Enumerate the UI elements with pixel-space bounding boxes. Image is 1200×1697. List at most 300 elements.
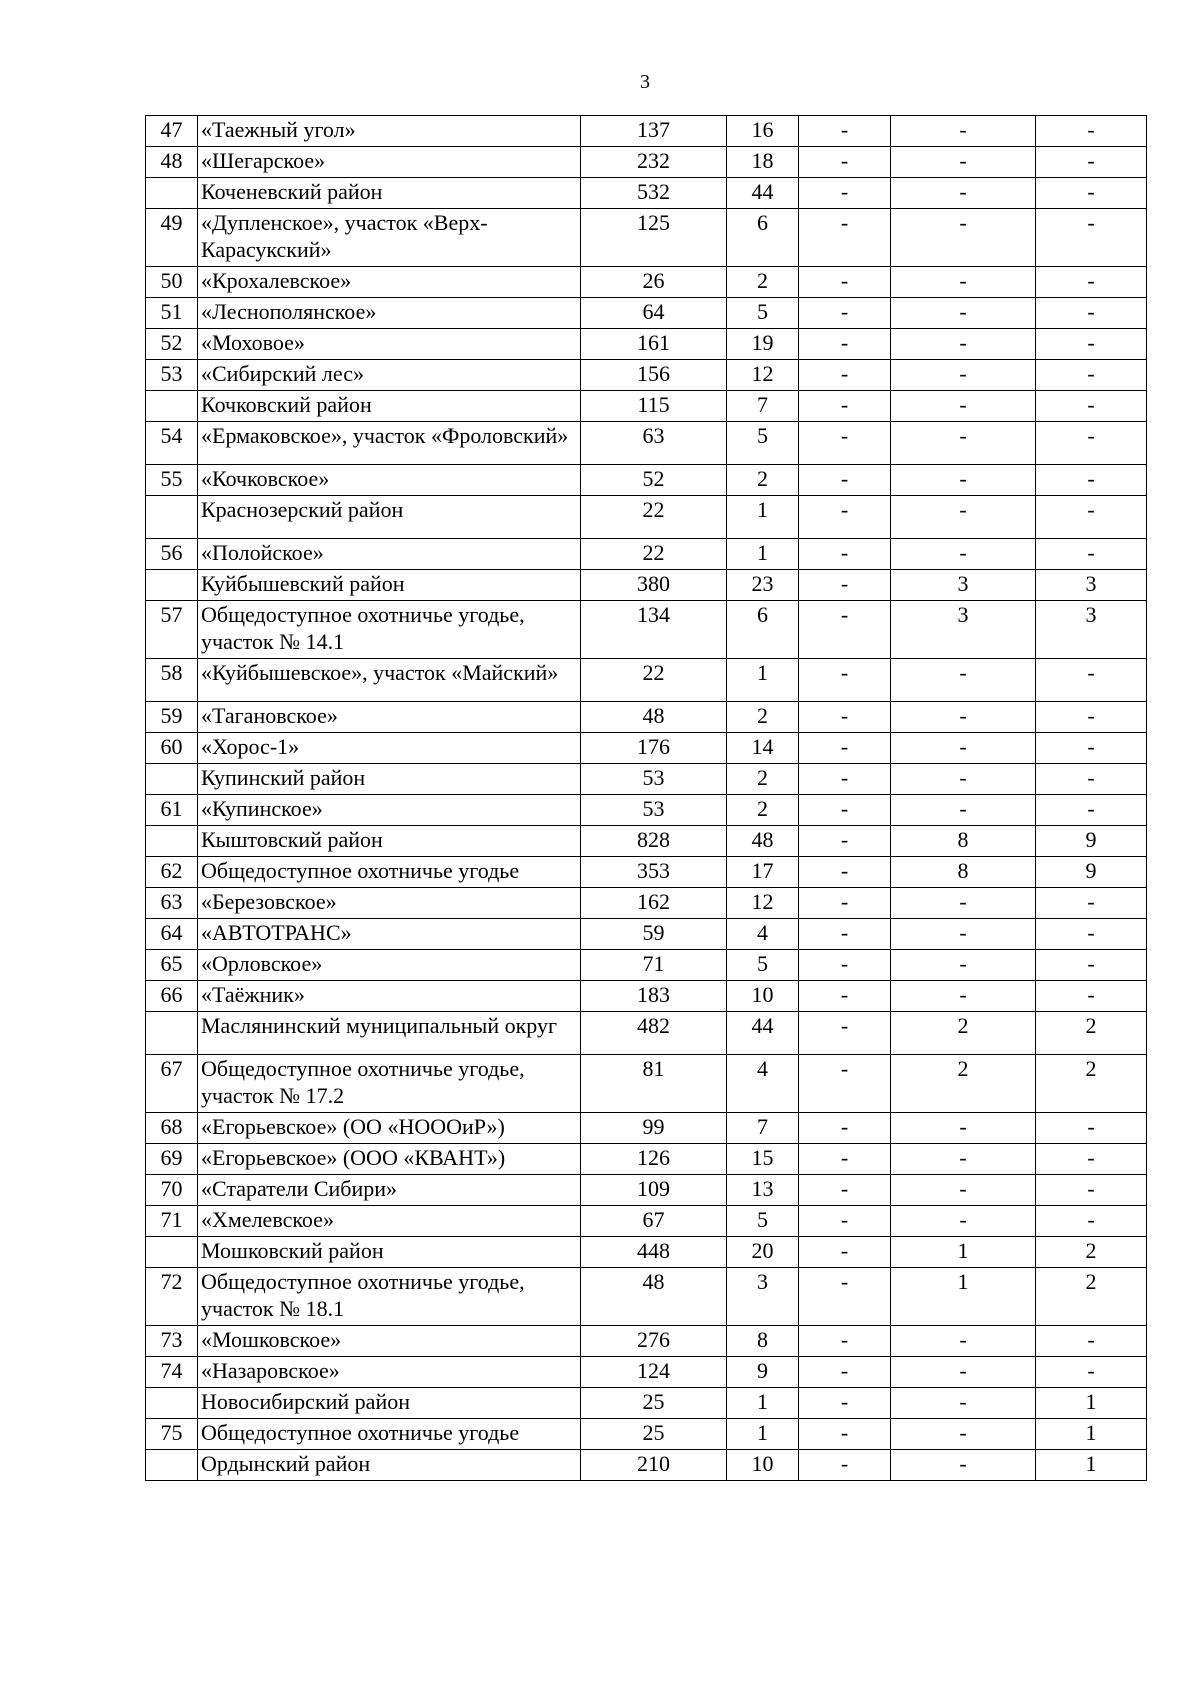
col5-cell: - xyxy=(1036,702,1147,733)
col5-cell: - xyxy=(1036,209,1147,267)
count-cell: 5 xyxy=(727,1206,799,1237)
row-number-cell xyxy=(146,1237,198,1268)
col4-cell: - xyxy=(891,465,1036,496)
name-cell: «Шегарское» xyxy=(198,147,581,178)
col4-cell: - xyxy=(891,422,1036,465)
count-cell: 8 xyxy=(727,1326,799,1357)
name-cell: Ордынский район xyxy=(198,1450,581,1481)
count-cell: 2 xyxy=(727,702,799,733)
area-cell: 353 xyxy=(581,857,727,888)
col4-cell: - xyxy=(891,360,1036,391)
name-cell: «Ермаковское», участок «Фроловский» xyxy=(198,422,581,465)
table-row xyxy=(146,570,1147,601)
name-cell: «Моховое» xyxy=(198,329,581,360)
area-cell: 22 xyxy=(581,496,727,539)
table-row xyxy=(146,391,1147,422)
row-number-cell: 50 xyxy=(146,267,198,298)
col4-cell: - xyxy=(891,1175,1036,1206)
area-cell: 176 xyxy=(581,733,727,764)
row-number-cell: 68 xyxy=(146,1113,198,1144)
table-row xyxy=(146,950,1147,981)
col3-cell: - xyxy=(799,1326,891,1357)
row-number-cell: 75 xyxy=(146,1419,198,1450)
col3-cell: - xyxy=(799,116,891,147)
col3-cell: - xyxy=(799,147,891,178)
table-row xyxy=(146,360,1147,391)
area-cell: 448 xyxy=(581,1237,727,1268)
col5-cell: - xyxy=(1036,360,1147,391)
col5-cell: - xyxy=(1036,733,1147,764)
row-number-cell: 63 xyxy=(146,888,198,919)
count-cell: 1 xyxy=(727,496,799,539)
col5-cell: - xyxy=(1036,465,1147,496)
col4-cell: - xyxy=(891,116,1036,147)
table-row xyxy=(146,981,1147,1012)
table-body xyxy=(146,116,1147,1481)
name-cell: Общедоступное охотничье угодье, участок № 14.1 xyxy=(198,601,581,659)
col3-cell: - xyxy=(799,1012,891,1055)
col4-cell: - xyxy=(891,298,1036,329)
row-number-cell xyxy=(146,826,198,857)
area-cell: 52 xyxy=(581,465,727,496)
table-row xyxy=(146,702,1147,733)
area-cell: 48 xyxy=(581,702,727,733)
col3-cell: - xyxy=(799,1450,891,1481)
col5-cell: - xyxy=(1036,1175,1147,1206)
col4-cell: - xyxy=(891,1450,1036,1481)
table-row xyxy=(146,1144,1147,1175)
count-cell: 6 xyxy=(727,209,799,267)
col4-cell: - xyxy=(891,888,1036,919)
area-cell: 53 xyxy=(581,795,727,826)
count-cell: 2 xyxy=(727,465,799,496)
name-cell: «Кочковское» xyxy=(198,465,581,496)
count-cell: 2 xyxy=(727,267,799,298)
area-cell: 232 xyxy=(581,147,727,178)
count-cell: 48 xyxy=(727,826,799,857)
count-cell: 1 xyxy=(727,539,799,570)
count-cell: 7 xyxy=(727,1113,799,1144)
col3-cell: - xyxy=(799,888,891,919)
col3-cell: - xyxy=(799,857,891,888)
count-cell: 2 xyxy=(727,795,799,826)
table-row xyxy=(146,1175,1147,1206)
name-cell: «АВТОТРАНС» xyxy=(198,919,581,950)
count-cell: 4 xyxy=(727,1055,799,1113)
col4-cell: - xyxy=(891,267,1036,298)
area-cell: 276 xyxy=(581,1326,727,1357)
row-number-cell: 57 xyxy=(146,601,198,659)
table-row xyxy=(146,1268,1147,1326)
row-number-cell xyxy=(146,1450,198,1481)
table-row xyxy=(146,1113,1147,1144)
row-number-cell: 73 xyxy=(146,1326,198,1357)
col3-cell: - xyxy=(799,1175,891,1206)
col4-cell: 2 xyxy=(891,1012,1036,1055)
row-number-cell: 74 xyxy=(146,1357,198,1388)
name-cell: «Хмелевское» xyxy=(198,1206,581,1237)
table-row xyxy=(146,1357,1147,1388)
col5-cell: - xyxy=(1036,267,1147,298)
count-cell: 1 xyxy=(727,1419,799,1450)
count-cell: 7 xyxy=(727,391,799,422)
col3-cell: - xyxy=(799,1268,891,1326)
col3-cell: - xyxy=(799,1419,891,1450)
row-number-cell: 71 xyxy=(146,1206,198,1237)
col3-cell: - xyxy=(799,764,891,795)
col5-cell: 2 xyxy=(1036,1237,1147,1268)
col3-cell: - xyxy=(799,950,891,981)
area-cell: 26 xyxy=(581,267,727,298)
col5-cell: - xyxy=(1036,496,1147,539)
col5-cell: - xyxy=(1036,422,1147,465)
count-cell: 14 xyxy=(727,733,799,764)
area-cell: 125 xyxy=(581,209,727,267)
col5-cell: 2 xyxy=(1036,1012,1147,1055)
area-cell: 162 xyxy=(581,888,727,919)
row-number-cell: 60 xyxy=(146,733,198,764)
col4-cell: - xyxy=(891,496,1036,539)
name-cell: «Куйбышевское», участок «Майский» xyxy=(198,659,581,702)
col4-cell: - xyxy=(891,795,1036,826)
table-row xyxy=(146,267,1147,298)
col3-cell: - xyxy=(799,496,891,539)
count-cell: 2 xyxy=(727,764,799,795)
col5-cell: - xyxy=(1036,659,1147,702)
name-cell: Мошковский район xyxy=(198,1237,581,1268)
table-row xyxy=(146,919,1147,950)
col5-cell: - xyxy=(1036,539,1147,570)
row-number-cell: 56 xyxy=(146,539,198,570)
col5-cell: - xyxy=(1036,1326,1147,1357)
col5-cell: - xyxy=(1036,888,1147,919)
name-cell: «Назаровское» xyxy=(198,1357,581,1388)
col3-cell: - xyxy=(799,267,891,298)
area-cell: 156 xyxy=(581,360,727,391)
count-cell: 10 xyxy=(727,981,799,1012)
col5-cell: - xyxy=(1036,329,1147,360)
area-cell: 380 xyxy=(581,570,727,601)
col5-cell: 9 xyxy=(1036,857,1147,888)
table-row xyxy=(146,539,1147,570)
name-cell: «Березовское» xyxy=(198,888,581,919)
count-cell: 44 xyxy=(727,178,799,209)
name-cell: Общедоступное охотничье угодье xyxy=(198,857,581,888)
row-number-cell: 72 xyxy=(146,1268,198,1326)
col4-cell: 3 xyxy=(891,601,1036,659)
row-number-cell: 51 xyxy=(146,298,198,329)
row-number-cell: 55 xyxy=(146,465,198,496)
col4-cell: - xyxy=(891,981,1036,1012)
area-cell: 48 xyxy=(581,1268,727,1326)
table-row xyxy=(146,496,1147,539)
count-cell: 5 xyxy=(727,950,799,981)
col5-cell: - xyxy=(1036,764,1147,795)
row-number-cell: 69 xyxy=(146,1144,198,1175)
page-number: 3 xyxy=(640,71,650,93)
col5-cell: - xyxy=(1036,147,1147,178)
area-cell: 210 xyxy=(581,1450,727,1481)
col3-cell: - xyxy=(799,1055,891,1113)
name-cell: «Крохалевское» xyxy=(198,267,581,298)
area-cell: 109 xyxy=(581,1175,727,1206)
col3-cell: - xyxy=(799,360,891,391)
area-cell: 81 xyxy=(581,1055,727,1113)
col3-cell: - xyxy=(799,209,891,267)
col3-cell: - xyxy=(799,795,891,826)
table-row xyxy=(146,888,1147,919)
table-row xyxy=(146,795,1147,826)
area-cell: 64 xyxy=(581,298,727,329)
table-row xyxy=(146,116,1147,147)
row-number-cell xyxy=(146,391,198,422)
name-cell: «Тагановское» xyxy=(198,702,581,733)
table-row xyxy=(146,601,1147,659)
row-number-cell: 53 xyxy=(146,360,198,391)
col5-cell: - xyxy=(1036,1206,1147,1237)
count-cell: 13 xyxy=(727,1175,799,1206)
col3-cell: - xyxy=(799,391,891,422)
count-cell: 12 xyxy=(727,888,799,919)
table-row xyxy=(146,147,1147,178)
count-cell: 19 xyxy=(727,329,799,360)
name-cell: «Егорьевское» (ООО «КВАНТ») xyxy=(198,1144,581,1175)
row-number-cell xyxy=(146,178,198,209)
row-number-cell: 58 xyxy=(146,659,198,702)
col3-cell: - xyxy=(799,1357,891,1388)
row-number-cell xyxy=(146,496,198,539)
col4-cell: - xyxy=(891,764,1036,795)
row-number-cell: 49 xyxy=(146,209,198,267)
col3-cell: - xyxy=(799,919,891,950)
col5-cell: 1 xyxy=(1036,1419,1147,1450)
name-cell: «Старатели Сибири» xyxy=(198,1175,581,1206)
name-cell: «Таёжник» xyxy=(198,981,581,1012)
area-cell: 67 xyxy=(581,1206,727,1237)
row-number-cell: 62 xyxy=(146,857,198,888)
count-cell: 1 xyxy=(727,1388,799,1419)
col4-cell: - xyxy=(891,659,1036,702)
row-number-cell: 48 xyxy=(146,147,198,178)
table-row xyxy=(146,298,1147,329)
area-cell: 99 xyxy=(581,1113,727,1144)
col5-cell: - xyxy=(1036,391,1147,422)
row-number-cell xyxy=(146,1388,198,1419)
col5-cell: 2 xyxy=(1036,1055,1147,1113)
name-cell: Новосибирский район xyxy=(198,1388,581,1419)
row-number-cell: 64 xyxy=(146,919,198,950)
col4-cell: - xyxy=(891,1419,1036,1450)
col3-cell: - xyxy=(799,733,891,764)
row-number-cell: 61 xyxy=(146,795,198,826)
col4-cell: 2 xyxy=(891,1055,1036,1113)
row-number-cell: 54 xyxy=(146,422,198,465)
count-cell: 12 xyxy=(727,360,799,391)
col3-cell: - xyxy=(799,298,891,329)
area-cell: 828 xyxy=(581,826,727,857)
count-cell: 10 xyxy=(727,1450,799,1481)
col4-cell: - xyxy=(891,1326,1036,1357)
col4-cell: - xyxy=(891,209,1036,267)
name-cell: Общедоступное охотничье угодье xyxy=(198,1419,581,1450)
name-cell: «Таежный угол» xyxy=(198,116,581,147)
area-cell: 532 xyxy=(581,178,727,209)
area-cell: 137 xyxy=(581,116,727,147)
col4-cell: - xyxy=(891,1206,1036,1237)
col5-cell: 9 xyxy=(1036,826,1147,857)
count-cell: 18 xyxy=(727,147,799,178)
col4-cell: - xyxy=(891,1144,1036,1175)
col4-cell: - xyxy=(891,147,1036,178)
col3-cell: - xyxy=(799,539,891,570)
name-cell: Маслянинский муниципальный округ xyxy=(198,1012,581,1055)
col5-cell: - xyxy=(1036,298,1147,329)
col4-cell: 3 xyxy=(891,570,1036,601)
name-cell: Купинский район xyxy=(198,764,581,795)
table-row xyxy=(146,329,1147,360)
name-cell: Краснозерский район xyxy=(198,496,581,539)
col4-cell: - xyxy=(891,1357,1036,1388)
col5-cell: - xyxy=(1036,1357,1147,1388)
area-cell: 126 xyxy=(581,1144,727,1175)
col3-cell: - xyxy=(799,702,891,733)
col5-cell: - xyxy=(1036,116,1147,147)
col5-cell: 1 xyxy=(1036,1388,1147,1419)
table-row xyxy=(146,1206,1147,1237)
col4-cell: - xyxy=(891,733,1036,764)
col4-cell: - xyxy=(891,1113,1036,1144)
row-number-cell: 65 xyxy=(146,950,198,981)
area-cell: 59 xyxy=(581,919,727,950)
name-cell: Общедоступное охотничье угодье, участок № 18.1 xyxy=(198,1268,581,1326)
name-cell: «Орловское» xyxy=(198,950,581,981)
area-cell: 482 xyxy=(581,1012,727,1055)
area-cell: 71 xyxy=(581,950,727,981)
col3-cell: - xyxy=(799,1237,891,1268)
name-cell: «Хорос-1» xyxy=(198,733,581,764)
name-cell: Кочковский район xyxy=(198,391,581,422)
name-cell: «Егорьевское» (ОО «НОООиР») xyxy=(198,1113,581,1144)
row-number-cell: 70 xyxy=(146,1175,198,1206)
table-row xyxy=(146,1388,1147,1419)
table-row xyxy=(146,1450,1147,1481)
count-cell: 44 xyxy=(727,1012,799,1055)
col5-cell: - xyxy=(1036,950,1147,981)
row-number-cell: 59 xyxy=(146,702,198,733)
table-row xyxy=(146,1419,1147,1450)
table-row xyxy=(146,733,1147,764)
area-cell: 53 xyxy=(581,764,727,795)
name-cell: «Мошковское» xyxy=(198,1326,581,1357)
col4-cell: - xyxy=(891,702,1036,733)
col5-cell: 3 xyxy=(1036,570,1147,601)
hunting-grounds-table xyxy=(145,115,1147,1481)
col4-cell: 8 xyxy=(891,857,1036,888)
col4-cell: - xyxy=(891,391,1036,422)
col4-cell: - xyxy=(891,1388,1036,1419)
count-cell: 16 xyxy=(727,116,799,147)
count-cell: 15 xyxy=(727,1144,799,1175)
table-row xyxy=(146,857,1147,888)
table-row xyxy=(146,422,1147,465)
area-cell: 25 xyxy=(581,1419,727,1450)
name-cell: «Сибирский лес» xyxy=(198,360,581,391)
col4-cell: - xyxy=(891,178,1036,209)
name-cell: Общедоступное охотничье угодье, участок № 17.2 xyxy=(198,1055,581,1113)
col5-cell: - xyxy=(1036,1144,1147,1175)
col4-cell: - xyxy=(891,919,1036,950)
col3-cell: - xyxy=(799,178,891,209)
col3-cell: - xyxy=(799,1388,891,1419)
count-cell: 23 xyxy=(727,570,799,601)
col5-cell: - xyxy=(1036,919,1147,950)
col3-cell: - xyxy=(799,1144,891,1175)
col3-cell: - xyxy=(799,1206,891,1237)
name-cell: «Леснополянское» xyxy=(198,298,581,329)
col5-cell: 2 xyxy=(1036,1268,1147,1326)
count-cell: 20 xyxy=(727,1237,799,1268)
col5-cell: - xyxy=(1036,178,1147,209)
area-cell: 134 xyxy=(581,601,727,659)
name-cell: Куйбышевский район xyxy=(198,570,581,601)
count-cell: 9 xyxy=(727,1357,799,1388)
table-row xyxy=(146,209,1147,267)
col4-cell: 8 xyxy=(891,826,1036,857)
name-cell: «Купинское» xyxy=(198,795,581,826)
col3-cell: - xyxy=(799,329,891,360)
table-row xyxy=(146,1055,1147,1113)
col4-cell: - xyxy=(891,539,1036,570)
count-cell: 17 xyxy=(727,857,799,888)
table-row xyxy=(146,764,1147,795)
table-row xyxy=(146,1012,1147,1055)
col5-cell: - xyxy=(1036,981,1147,1012)
col5-cell: - xyxy=(1036,1113,1147,1144)
table-row xyxy=(146,465,1147,496)
name-cell: Кыштовский район xyxy=(198,826,581,857)
col3-cell: - xyxy=(799,465,891,496)
area-cell: 22 xyxy=(581,539,727,570)
name-cell: Коченевский район xyxy=(198,178,581,209)
col3-cell: - xyxy=(799,826,891,857)
area-cell: 161 xyxy=(581,329,727,360)
count-cell: 6 xyxy=(727,601,799,659)
count-cell: 1 xyxy=(727,659,799,702)
count-cell: 4 xyxy=(727,919,799,950)
col3-cell: - xyxy=(799,601,891,659)
area-cell: 115 xyxy=(581,391,727,422)
col4-cell: 1 xyxy=(891,1237,1036,1268)
table-row xyxy=(146,1326,1147,1357)
col3-cell: - xyxy=(799,422,891,465)
area-cell: 63 xyxy=(581,422,727,465)
col4-cell: 1 xyxy=(891,1268,1036,1326)
table-row xyxy=(146,659,1147,702)
col5-cell: 1 xyxy=(1036,1450,1147,1481)
name-cell: «Дупленское», участок «Верх-Карасукский» xyxy=(198,209,581,267)
col3-cell: - xyxy=(799,981,891,1012)
area-cell: 183 xyxy=(581,981,727,1012)
count-cell: 5 xyxy=(727,298,799,329)
row-number-cell xyxy=(146,1012,198,1055)
col4-cell: - xyxy=(891,329,1036,360)
area-cell: 22 xyxy=(581,659,727,702)
row-number-cell: 47 xyxy=(146,116,198,147)
row-number-cell: 67 xyxy=(146,1055,198,1113)
col4-cell: - xyxy=(891,950,1036,981)
col5-cell: 3 xyxy=(1036,601,1147,659)
col3-cell: - xyxy=(799,659,891,702)
